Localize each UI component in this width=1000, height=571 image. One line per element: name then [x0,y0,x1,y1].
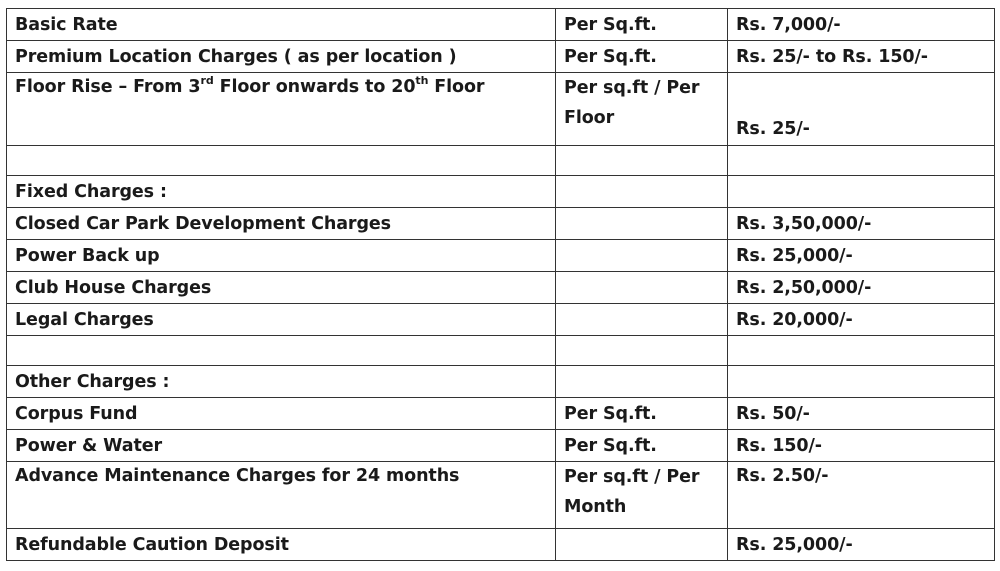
unit-cell: Per sq.ft / Per Floor [556,73,728,146]
table-row [7,398,995,430]
item-cell: Corpus Fund [7,398,556,430]
section-heading-cell: Fixed Charges : [7,176,556,208]
unit-cell [556,304,728,336]
amount-cell: Rs. 2.50/- [728,462,995,529]
item-text-prefix: Floor Rise – From 3 [15,77,201,97]
amount-cell [728,176,995,208]
item-cell: Legal Charges [7,304,556,336]
unit-cell [556,272,728,304]
amount-cell: Rs. 25/- to Rs. 150/- [728,41,995,73]
table-row [7,529,995,561]
amount-cell: Rs. 50/- [728,398,995,430]
superscript-th: th [415,74,429,87]
table-row [7,9,995,41]
amount-cell: Rs. 7,000/- [728,9,995,41]
unit-cell: Per Sq.ft. [556,9,728,41]
amount-cell: Rs. 2,50,000/- [728,272,995,304]
item-cell: Club House Charges [7,272,556,304]
unit-cell [556,336,728,366]
item-cell: Power & Water [7,430,556,462]
pricing-table [6,8,995,561]
amount-cell: Rs. 25/- [728,73,995,146]
table-row [7,240,995,272]
item-cell: Power Back up [7,240,556,272]
unit-cell [556,208,728,240]
table-row [7,41,995,73]
table-row [7,146,995,176]
item-cell [7,146,556,176]
table-row [7,73,995,146]
unit-cell [556,366,728,398]
amount-cell [728,336,995,366]
amount-cell: Rs. 25,000/- [728,240,995,272]
item-text-mid: Floor onwards to 20 [213,77,416,97]
unit-cell [556,146,728,176]
amount-cell: Rs. 25,000/- [728,529,995,561]
item-text-suffix: Floor [428,77,485,97]
item-cell: Basic Rate [7,9,556,41]
amount-cell: Rs. 3,50,000/- [728,208,995,240]
unit-cell [556,529,728,561]
table-row [7,304,995,336]
table-row [7,462,995,529]
item-cell: Refundable Caution Deposit [7,529,556,561]
unit-cell: Per Sq.ft. [556,430,728,462]
item-cell: Advance Maintenance Charges for 24 months [7,462,556,529]
unit-cell [556,240,728,272]
section-heading-cell: Other Charges : [7,366,556,398]
table-row [7,272,995,304]
item-cell: Closed Car Park Development Charges [7,208,556,240]
amount-cell [728,146,995,176]
table-row [7,366,995,398]
table-row [7,430,995,462]
unit-cell [556,176,728,208]
unit-cell: Per Sq.ft. [556,41,728,73]
table-row [7,208,995,240]
amount-cell: Rs. 20,000/- [728,304,995,336]
amount-cell [728,366,995,398]
unit-cell: Per sq.ft / Per Month [556,462,728,529]
item-cell: Premium Location Charges ( as per location ) [7,41,556,73]
item-cell [7,73,556,146]
table-row [7,336,995,366]
superscript-rd: rd [200,74,214,87]
unit-cell: Per Sq.ft. [556,398,728,430]
amount-cell: Rs. 150/- [728,430,995,462]
table-row [7,176,995,208]
item-cell [7,336,556,366]
